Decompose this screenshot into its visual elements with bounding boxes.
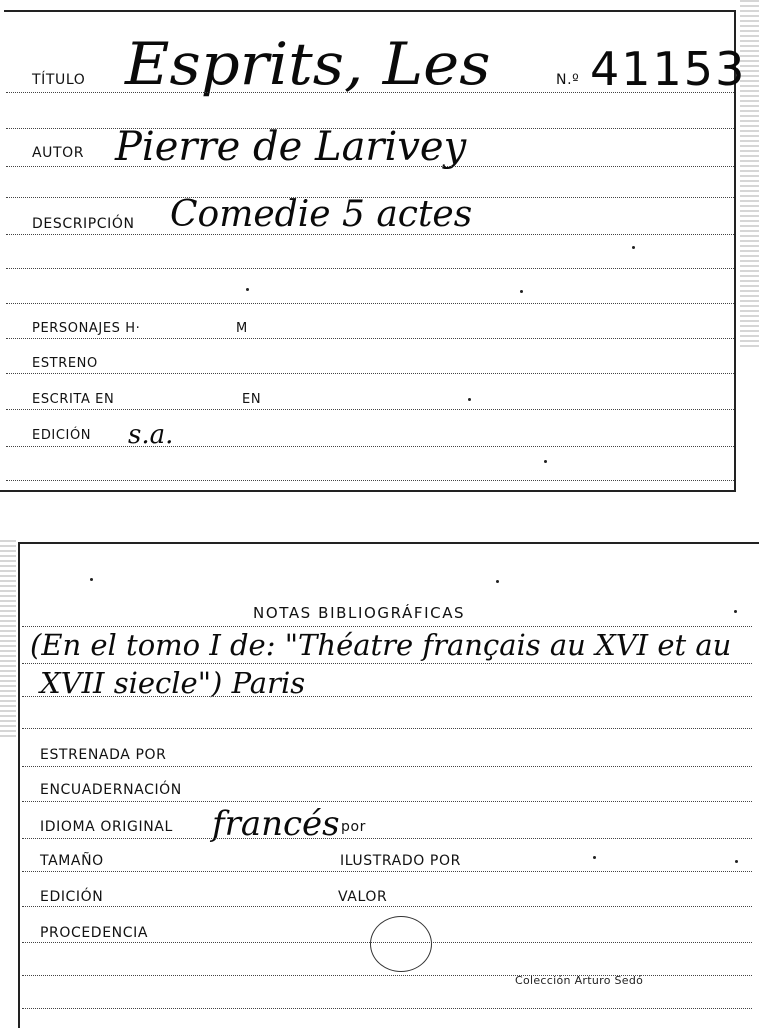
encuadernacion-label: ENCUADERNACIÓN [40,782,182,798]
autor-value: Pierre de Larivey [115,124,467,170]
collection-stamp [370,916,432,972]
autor-label: AUTOR [32,145,85,161]
ilustrado-label: ILUSTRADO POR [340,853,461,869]
notas-heading-line [22,626,752,627]
edicion-line [6,446,734,447]
blank-line [6,303,734,304]
card-bottom-edge [0,490,736,492]
notas-line-2: XVII siecle") Paris [40,666,306,700]
descripcion-line [6,234,734,235]
blank-line [22,728,752,729]
catalog-card-back [0,530,759,1028]
speck [468,398,471,401]
numero-value: 41153 [590,42,747,96]
edicion-label: EDICIÓN [32,428,92,443]
speck [544,460,547,463]
speck [520,290,523,293]
titulo-value: Esprits, Les [125,30,491,98]
edicion-line [22,906,752,907]
speck [246,288,249,291]
idioma-label: IDIOMA ORIGINAL [40,819,173,835]
speck [496,580,499,583]
speck [632,246,635,249]
notas-line-1: (En el tomo I de: "Théatre français au XVI et au [30,628,732,662]
card-left-edge [18,542,20,1028]
blank-line [22,1008,752,1009]
procedencia-label: PROCEDENCIA [40,925,148,941]
bottom-line [6,480,734,481]
en-label: EN [242,392,262,407]
catalog-card-front [0,0,759,495]
autor-line [6,166,734,167]
notas-line-2-rule [22,696,752,697]
speck [735,860,738,863]
valor-label: VALOR [338,889,388,905]
estreno-label: ESTRENO [32,356,98,371]
personajes-line [6,338,734,339]
collection-credit: Colección Arturo Sedó [515,974,644,987]
titulo-line [6,92,734,93]
escrita-line [6,409,734,410]
estrenada-line [22,766,752,767]
encuadernacion-line [22,801,752,802]
idioma-line [22,838,752,839]
tamano-label: TAMAÑO [40,853,104,869]
escrita-label: ESCRITA EN [32,392,115,407]
estreno-line [6,373,734,374]
numero-label: N.º [556,72,580,88]
card-top-edge [4,10,736,12]
descripcion-value: Comedie 5 actes [170,194,473,235]
edicion-value: s.a. [128,420,174,450]
speck [734,610,737,613]
descripcion-label: DESCRIPCIÓN [32,216,135,232]
notas-line-1-rule [22,663,752,664]
edicion-label: EDICIÓN [40,889,104,905]
speck [90,578,93,581]
titulo-label: TÍTULO [32,72,86,88]
blank-line [6,268,734,269]
scan-noise-left [0,540,16,740]
card-top-edge [18,542,759,544]
estrenada-label: ESTRENADA POR [40,747,167,763]
idioma-value: francés [212,804,340,844]
speck [593,856,596,859]
personajes-label: PERSONAJES H· [32,321,141,336]
notas-heading: NOTAS BIBLIOGRÁFICAS [253,604,466,622]
por-label: por [341,819,367,835]
tamano-line [22,871,752,872]
m-label: M [236,321,248,336]
